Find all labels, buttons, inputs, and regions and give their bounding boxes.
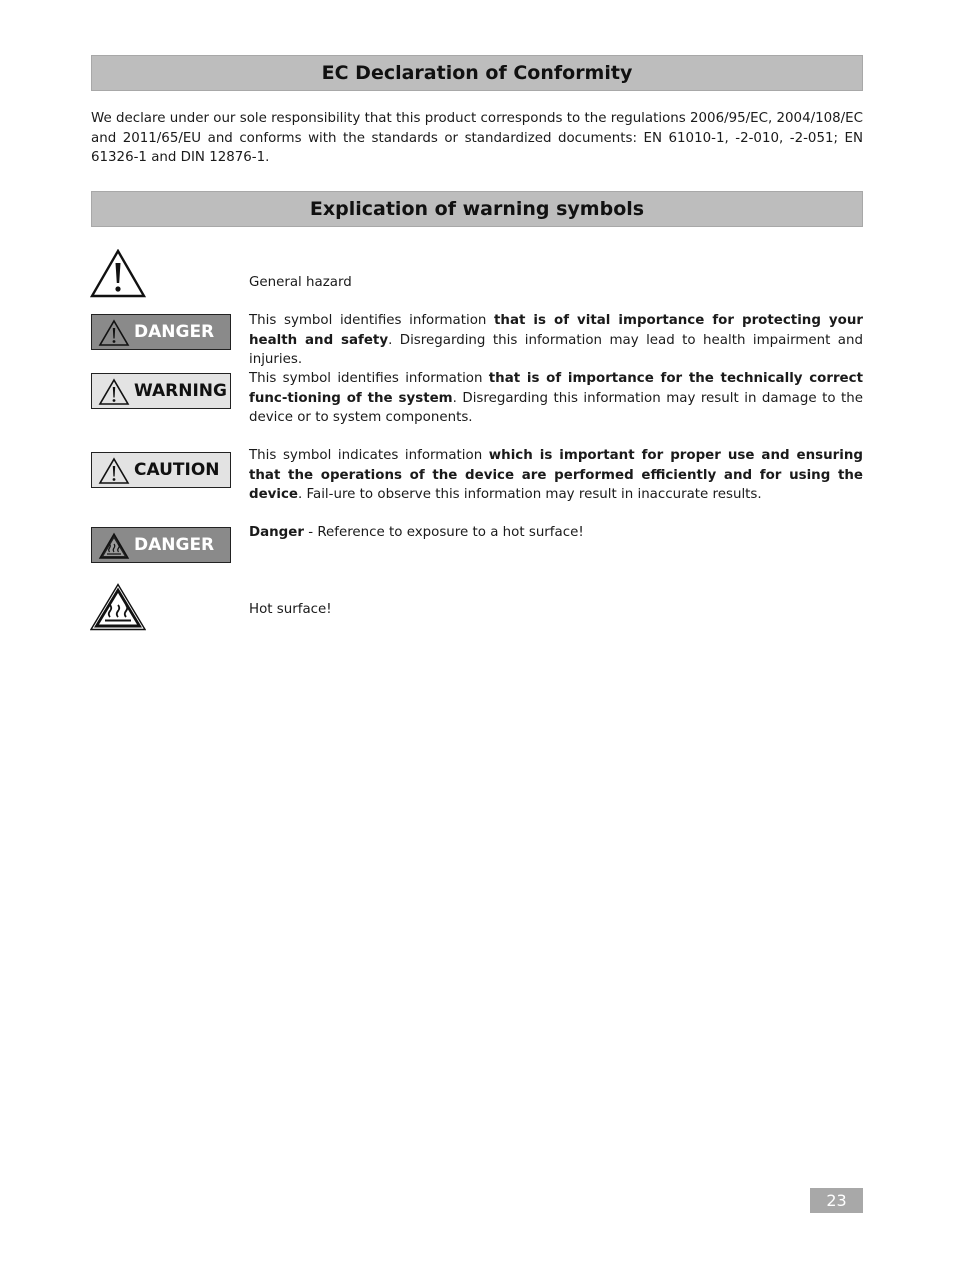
danger-label: DANGER <box>134 322 215 342</box>
warning-triangle-icon <box>98 319 130 347</box>
danger-description-post: . Disregarding this information may lead to health impairment and injuries. <box>249 332 864 367</box>
caution-label: CAUTION <box>134 460 220 480</box>
caution-description-post: . Fail-ure to observe this information may result in inaccurate results. <box>298 487 762 502</box>
hot-surface-text: Hot surface! <box>249 602 332 617</box>
ec-declaration-title: EC Declaration of Conformity <box>321 62 633 84</box>
danger-hot-label: DANGER <box>134 535 215 555</box>
caution-badge <box>91 452 231 488</box>
caution-description-pre: This symbol indicates information <box>249 448 489 463</box>
warning-triangle-icon <box>98 457 130 485</box>
danger-hot-description-bold: Danger <box>249 525 304 540</box>
warning-triangle-icon <box>98 378 130 406</box>
warning-label: WARNING <box>134 381 227 401</box>
danger-description <box>249 311 863 370</box>
danger-badge <box>91 314 231 350</box>
caution-description-bold: which is important for proper use and ensuring that the operations of the device are performed efficiently and for using the device <box>249 448 863 502</box>
hot-surface-icon <box>98 532 130 560</box>
warning-symbols-title: Explication of warning symbols <box>309 198 645 220</box>
danger-hot-description <box>249 523 863 543</box>
danger-description-bold: that is of vital importance for protecting your health and safety <box>249 313 863 348</box>
warning-description-bold: that is of importance for the technically correct func-tioning of the system <box>249 371 863 406</box>
ec-declaration-text: We declare under our sole responsibility that this product corresponds to the regulations 2006/95/EC, 2004/108/EC and 2011/65/EU and conforms with the standards or standardized documents: EN 61010-1, -2-010, -2-051; EN 61326-1 and DIN 12876-1. <box>91 111 863 165</box>
danger-description-pre: This symbol identifies information <box>249 313 495 328</box>
warning-description-post: . Disregarding this information may result in damage to the device or to system components. <box>249 390 863 425</box>
general-hazard-text: General hazard <box>249 275 352 290</box>
general-hazard-icon <box>90 249 146 298</box>
ec-declaration-heading <box>91 55 863 91</box>
hot-surface-icon <box>90 583 146 631</box>
warning-badge <box>91 373 231 409</box>
page-number: 23 <box>810 1188 863 1213</box>
warning-description <box>249 369 863 428</box>
warning-description-pre: This symbol identifies information <box>249 371 489 386</box>
warning-symbols-heading <box>91 191 863 227</box>
danger-hot-description-post: - Reference to exposure to a hot surface! <box>303 525 584 540</box>
caution-description <box>249 446 863 505</box>
danger-hot-surface-badge <box>91 527 231 563</box>
